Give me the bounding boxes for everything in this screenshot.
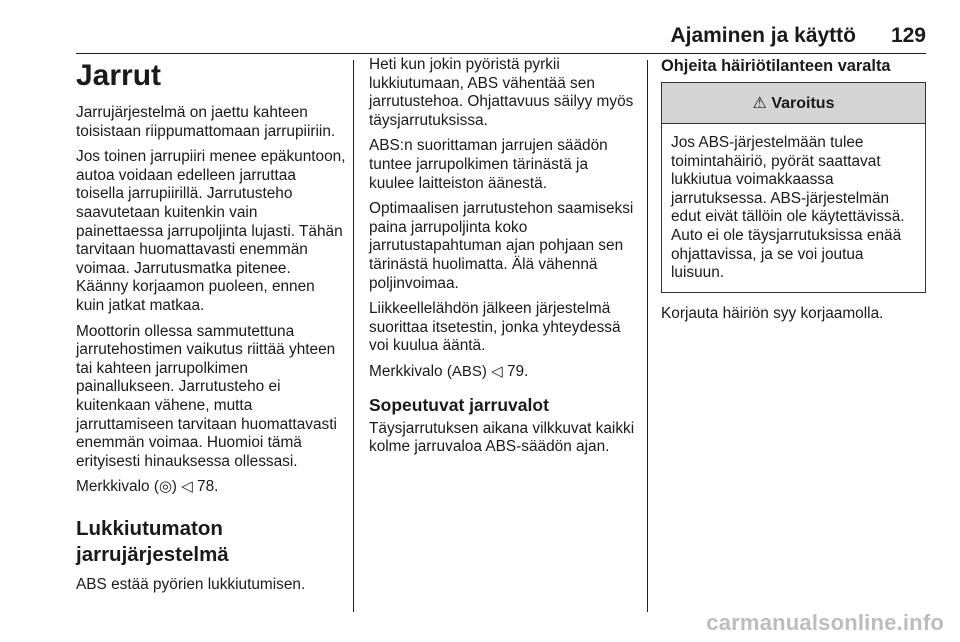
section-title: Ajaminen ja käyttö xyxy=(670,24,856,47)
reference-label: Merkkivalo xyxy=(76,478,150,496)
page-number: 129 xyxy=(890,24,926,47)
warning-body: Jos ABS-järjestelmään tulee toimintahäiriö, pyörät saattavat lukkiutua voimakkaassa jarrutuksessa. ABS-järjestelmän edut eivät tällöin ole käytettävissä. Auto ei ole täysjarrutuksissa enää ohjattavissa, ja se voi joutua luisuun. xyxy=(671,134,905,282)
warning-title: Varoitus xyxy=(771,95,835,112)
reference-label: Merkkivalo xyxy=(369,362,443,380)
paragraph: Jos toinen jarrupiiri menee epäkuntoon, autoa voidaan edelleen jarruttaa toisella jarrupiirillä. Jarrutusteho saavutetaan kuitenkin vain painettaessa jarrupoljinta lujasti. Tähän tarvitaan huomattavasti enemmän voimaa. Jarrutusmatka pitenee. Käänny korjaamon puoleen, ennen kuin jatkat matkaa. xyxy=(76,148,346,314)
column-divider-2 xyxy=(647,60,648,612)
warning-light-reference xyxy=(369,363,635,382)
column-1 xyxy=(76,56,346,601)
page-reference-icon: ◁ xyxy=(491,362,503,380)
page-reference-link[interactable]: 79. xyxy=(506,362,529,380)
paragraph: Korjauta häiriön syy korjaamolla. xyxy=(661,304,884,322)
heading-adaptive-brake-lights: Sopeutuvat jarruvalot xyxy=(369,394,549,415)
page-reference-icon: ◁ xyxy=(181,478,193,496)
column-divider-1 xyxy=(353,60,354,612)
page-header xyxy=(0,24,936,54)
warning-icon: ⚠ xyxy=(752,95,767,112)
paragraph: Täysjarrutuksen aikana vilkkuvat kaikki kolme jarruvaloa ABS-säädön ajan. xyxy=(369,419,635,456)
warning-light-reference xyxy=(76,478,346,497)
paragraph: Jarrujärjestelmä on jaettu kahteen toisistaan riippumattomaan jarrupiiriin. xyxy=(76,104,336,140)
header-rule xyxy=(76,53,926,54)
warning-box xyxy=(661,82,926,293)
paragraph: Liikkeellelähdön jälkeen järjestelmä suorittaa itsetestin, jonka yhteydessä voi kuulua ääntä. xyxy=(369,300,621,355)
paragraph: ABS:n suorittaman jarrujen säädön tuntee jarrupolkimen tärinästä ja kuulee laitteiston äänestä. xyxy=(369,137,608,192)
warning-header xyxy=(662,83,925,124)
paragraph: Moottorin ollessa sammutettuna jarrutehostimen vaikutus riittää yhteen tai kahteen jarrupolkimen painallukseen. Jarrutusteho ei kuitenkaan vähene, mutta jarruttamiseen tarvitaan huomattavasti enemmän voimaa. Huomioi tämä erityisesti hinauksessa ollessasi. xyxy=(76,322,337,470)
watermark: carmanualsonline.info xyxy=(706,610,944,635)
abs-warning-light-icon: (ABS) xyxy=(446,362,487,380)
heading-malfunction: Ohjeita häiriötilanteen varalta xyxy=(661,57,891,75)
column-2 xyxy=(369,56,635,464)
page-reference-link[interactable]: 78. xyxy=(197,478,219,496)
brake-warning-light-icon: (◎) xyxy=(153,478,177,496)
column-3 xyxy=(661,56,926,330)
heading-brakes: Jarrut xyxy=(76,59,162,92)
heading-abs: Lukkiutumaton jarrujärjestelmä xyxy=(76,516,229,566)
paragraph: Optimaalisen jarrutustehon saamiseksi paina jarrupoljinta koko jarrutustapahtuman ajan pohjaan sen tärinästä huolimatta. Älä vähennä poljinvoimaa. xyxy=(369,200,634,292)
paragraph: ABS estää pyörien lukkiutumisen. xyxy=(76,575,306,593)
paragraph: Heti kun jokin pyöristä pyrkii lukkiutumaan, ABS vähentää sen jarrutustehoa. Ohjattavuus säilyy myös täysjarrutuksissa. xyxy=(369,56,634,129)
